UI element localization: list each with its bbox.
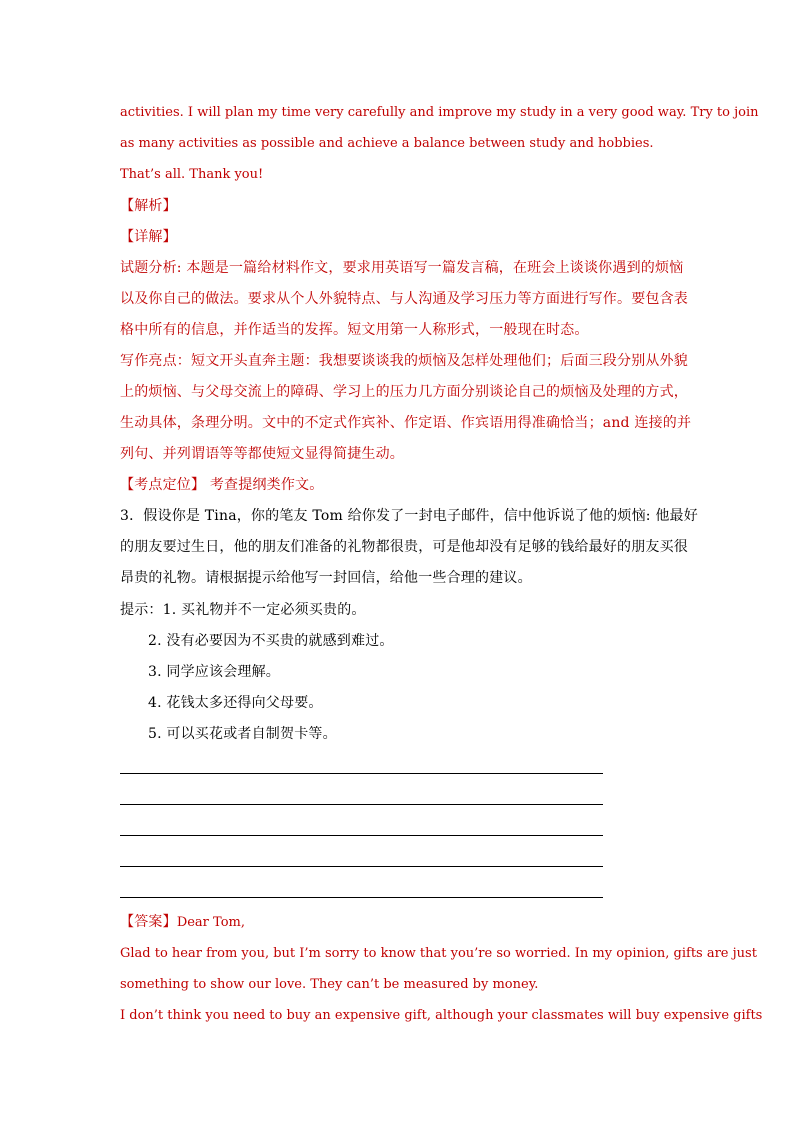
question-line: 昂贵的礼物。请根据提示给他写一封回信，给他一些合理的建议。 — [120, 570, 532, 586]
kaodian-label: 【考点定位】 — [120, 477, 206, 493]
answer-heading — [120, 913, 680, 932]
question-line: 3．假设你是 Tina，你的笔友 Tom 给你发了一封电子邮件，信中他诉说了他的烦恼: 他最好 — [120, 508, 698, 524]
hint-item: 5. 可以买花或者自制贺卡等。 — [148, 726, 337, 742]
hint-item: 4. 花钱太多还得向父母要。 — [148, 695, 323, 711]
question-line: 的朋友要过生日，他的朋友们准备的礼物都很贵，可是他却没有足够的钱给最好的朋友买很 — [120, 539, 688, 555]
heading-jiexi: 【解析】 — [120, 198, 177, 214]
answer-text-line: Glad to hear from you, but I’m sorry to know that you’re so worried. In my opinion, gifts are just — [120, 946, 757, 961]
answer-text-line: I don’t think you need to buy an expensive gift, although your classmates will buy expensive gifts — [120, 1008, 763, 1023]
answer-text-line: something to show our love. They can’t be measured by money. — [120, 977, 539, 992]
answer-text-line: That’s all. Thank you! — [120, 167, 264, 182]
kaodian-text: 考查提纲类作文。 — [205, 477, 324, 493]
answer-blank-line — [120, 835, 603, 836]
answer-text-line: as many activities as possible and achieve a balance between study and hobbies. — [120, 136, 654, 151]
hint-item: 3. 同学应该会理解。 — [148, 664, 281, 680]
analysis-line: 格中所有的信息，并作适当的发挥。短文用第一人称形式，一般现在时态。 — [120, 322, 589, 338]
analysis-line: 以及你自己的做法。要求从个人外貌特点、与人沟通及学习压力等方面进行写作。要包含表 — [120, 291, 688, 307]
answer-blank-line — [120, 773, 603, 774]
answer-blank-line — [120, 866, 603, 867]
answer-text-line: activities. I will plan my time very carefully and improve my study in a very good way. Try to join — [120, 105, 759, 120]
answer-label: 【答案】 — [120, 914, 177, 930]
answer-blank-line — [120, 804, 603, 805]
analysis-line: 上的烦恼、与父母交流上的障碍、学习上的压力几方面分别谈论自己的烦恼及处理的方式， — [120, 384, 688, 400]
hint-item: 提示：1. 买礼物并不一定必须买贵的。 — [120, 602, 366, 618]
heading-xiangjie: 【详解】 — [120, 229, 177, 245]
analysis-line: 生动具体，条理分明。文中的不定式作宾补、作定语、作宾语用得准确恰当；and 连接的并 — [120, 415, 692, 431]
kaodian-line — [120, 476, 680, 494]
answer-greeting: Dear Tom, — [176, 915, 245, 930]
analysis-line: 试题分析: 本题是一篇给材料作文，要求用英语写一篇发言稿，在班会上谈谈你遇到的烦恼 — [120, 260, 684, 276]
analysis-line: 写作亮点：短文开头直奔主题：我想要谈谈我的烦恼及怎样处理他们；后面三段分别从外貌 — [120, 353, 688, 369]
hint-item: 2. 没有必要因为不买贵的就感到难过。 — [148, 633, 394, 649]
answer-blank-line — [120, 897, 603, 898]
analysis-line: 列句、并列谓语等等都使短文显得简捷生动。 — [120, 446, 404, 462]
